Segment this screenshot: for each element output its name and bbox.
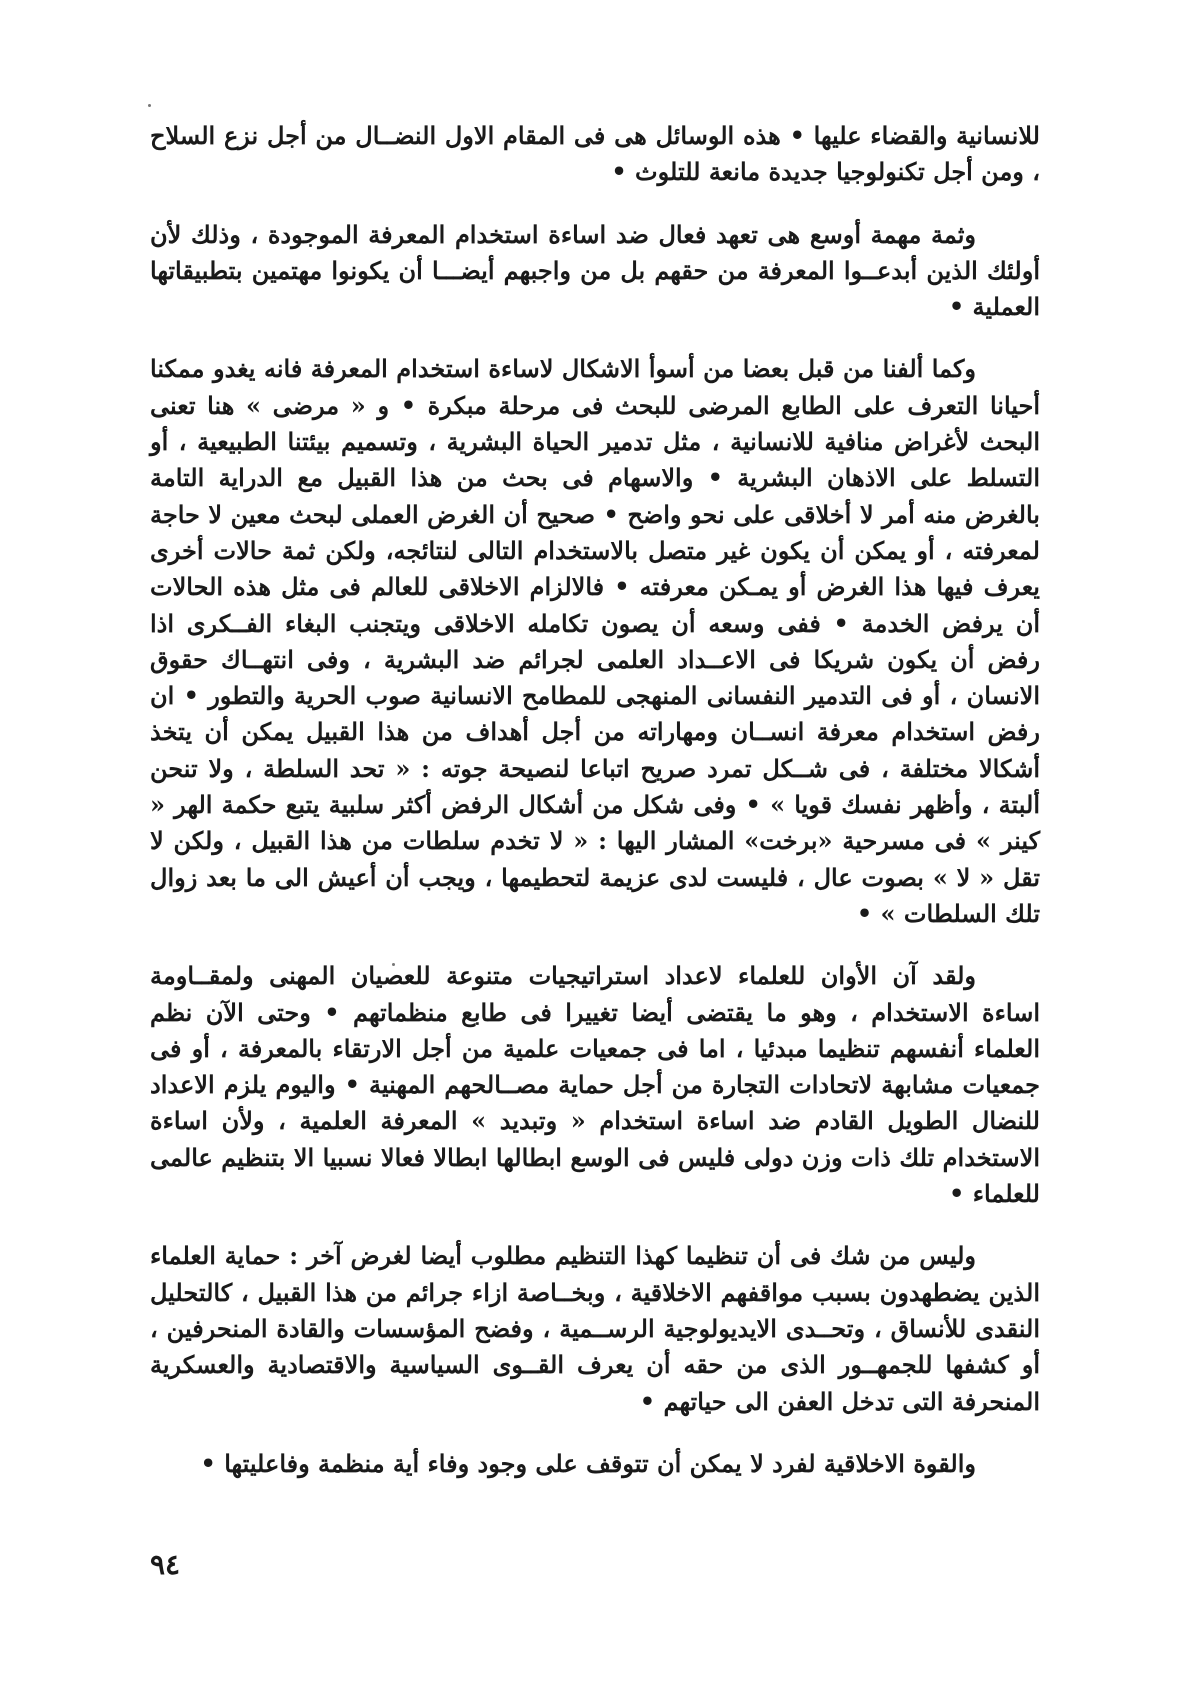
body-text <box>150 118 1040 1482</box>
paragraph-1: للانسانية والقضاء عليها • هذه الوسائل هى فى المقام الاول النضــال من أجل نزع السلاح ، ومن أجل تكنولوجيا جديدة مانعة للتلوث • <box>150 121 1040 187</box>
paragraph-2: وثمة مهمة أوسع هى تعهد فعال ضد اساءة استخدام المعرفة الموجودة ، وذلك لأن أولئك الذين أبدعــوا المعرفة من حقهم بل من واجبهم أيضـــا أن يكونوا مهتمين بتطبيقاتها العملية • <box>150 219 1040 322</box>
paragraph-5: وليس من شك فى أن تنظيما كهذا التنظيم مطلوب أيضا لغرض آخر : حماية العلماء الذين يضطهدون بسبب مواقفهم الاخلاقية ، وبخــاصة ازاء جرائم من هذا القبيل ، كالتحليل النقدى للأنساق ، وتحــدى الايديولوجية الرســمية ، وفضح المؤسسات والقادة المنحرفين ، أو كشفها للجمهــور الذى من حقه أن يعرف القــوى السياسية والاقتصادية والعسكرية المنحرفة التى تدخل العفن الى حياتهم • <box>150 1241 1040 1416</box>
paragraph-6: والقوة الاخلاقية لفرد لا يمكن أن تتوقف على وجود وفاء أية منظمة وفاعليتها • <box>200 1448 976 1478</box>
paragraph-3: وكما ألفنا من قبل بعضا من أسوأ الاشكال لاساءة استخدام المعرفة فانه يغدو ممكنا أحيانا التعرف على الطابع المرضى للبحث فى مرحلة مبكرة • و « مرضى » هنا تعنى البحث لأغراض منافية للانسانية ، مثل تدمير الحياة البشرية ، وتسميم بيئتنا الطبيعية ، أو التسلط على الاذهان البشرية • والاسهام فى بحث من هذا القبيل مع الدراية التامة بالغرض منه أمر لا أخلاقى على نحو واضح • صحيح أن الغرض العملى لبحث معين لا حاجة لمعرفته ، أو يمكن أن يكون غير متصل بالاستخدام التالى لنتائجه، ولكن ثمة حالات أخرى يعرف فيها هذا الغرض أو يمـكن معرفته • فالالزام الاخلاقى للعالم فى مثل هذه الحالات أن يرفض الخدمة • ففى وسعه أن يصون تكامله الاخلاقى ويتجنب البغاء الفــكرى اذا رفض أن يكون شريكا فى الاعــداد العلمى لجرائم ضد البشرية ، وفى انتهــاك حقوق الانسان ، أو فى التدمير النفسانى المنهجى للمطامح الانسانية صوب الحرية والتطور • ان رفض استخدام معرفة انســان ومهاراته من أجل أهداف من هذا القبيل يمكن أن يتخذ أشكالا مختلفة ، فى شــكل تمرد صريح اتباعا لنصيحة جوته : « تحد السلطة ، ولا تنحن ألبتة ، وأظهر نفسك قويا » • وفى شكل من أشكال الرفض أكثر سلبية يتبع حكمة الهر « كينر » فى مسرحية «برخت» المشار اليها : « لا تخدم سلطات من هذا القبيل ، ولكن لا تقل « لا » بصوت عال ، فليست لدى عزيمة لتحطيمها ، ويجب أن أعيش الى ما بعد زوال تلك السلطات » • <box>150 354 1041 928</box>
page-number: ٩٤ <box>150 1548 181 1581</box>
scan-speck <box>148 104 151 107</box>
paragraph-4: ولقد آن الأوان للعلماء لاعداد استراتيجيات متنوعة للعصيان المهنى ولمقــاومة اساءة الاستخدام ، وهو ما يقتضى أيضا تغييرا فى طابع منظماتهم • وحتى الآن نظم العلماء أنفسهم تنظيما مبدئيا ، اما فى جمعيات علمية من أجل الارتقاء بالمعرفة ، أو فى جمعيات مشابهة لاتحادات التجارة من أجل حماية مصــالحهم المهنية • واليوم يلزم الاعداد للنضال الطويل القادم ضد اساءة استخدام « وتبديد » المعرفة العلمية ، ولأن اساءة الاستخدام تلك ذات وزن دولى فليس فى الوسع ابطالها ابطالا فعالا نسبيا الا بتنظيم عالمى للعلماء • <box>150 961 1041 1209</box>
